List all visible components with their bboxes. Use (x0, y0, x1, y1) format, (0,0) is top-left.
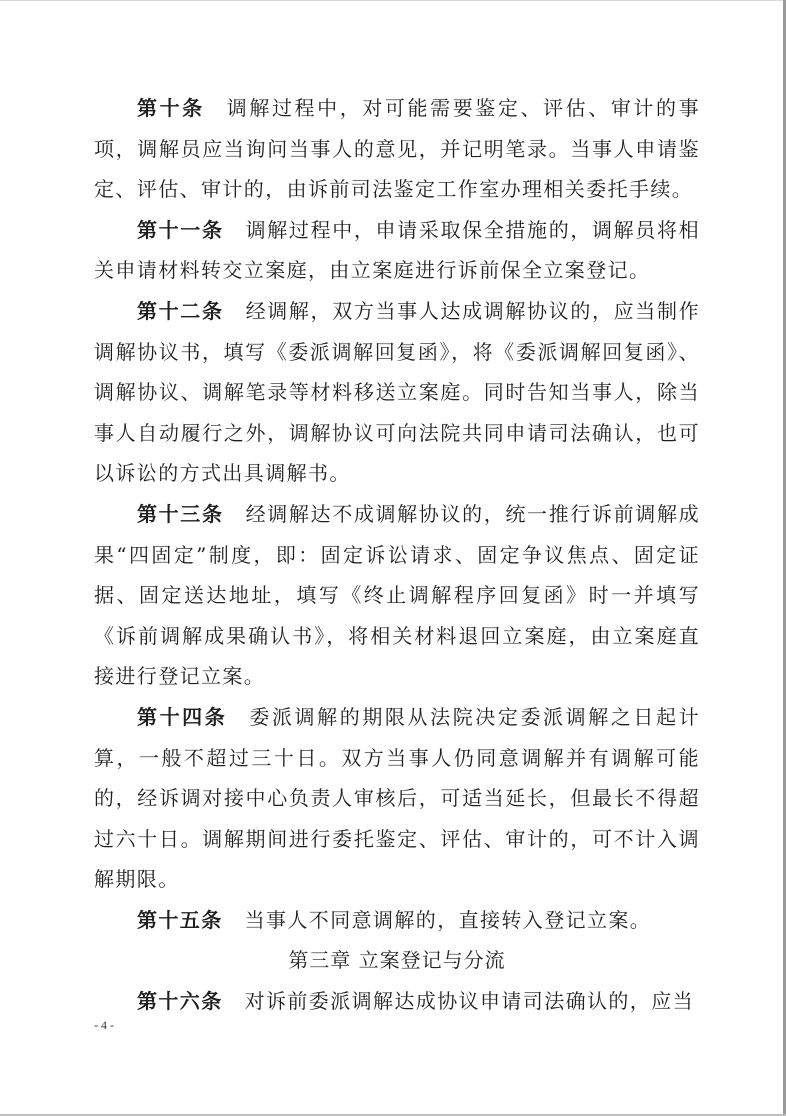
article-text: 对诉前委派调解达成协议申请司法确认的，应当 (244, 989, 695, 1014)
article-text: 当事人不同意调解的，直接转入登记立案。 (244, 907, 652, 932)
article-number: 第十条 (137, 96, 205, 120)
chapter-heading: 第三章 立案登记与分流 (288, 948, 506, 973)
page-top-edge (0, 0, 786, 1)
article-text: 经调解达不成调解协议的，统一推行诉前调解成果“四固定”制度，即：固定诉讼请求、固定争议焦点、固定证据、固定送达地址，填写《终止调解程序回复函》时一并填写《诉前调解成果确认书》，将相关材料退回立案庭，由立案庭直接进行登记立案。 (94, 501, 700, 689)
article-13 (94, 494, 700, 697)
article-number: 第十四条 (137, 704, 228, 729)
article-number: 第十六条 (137, 989, 223, 1014)
article-number: 第十三条 (137, 501, 224, 526)
article-16 (94, 981, 700, 1022)
document-body (94, 88, 700, 1022)
article-number: 第十五条 (137, 907, 223, 932)
article-text: 调解过程中，申请采取保全措施的，调解员将相关申请材料转交立案庭，由立案庭进行诉前保全立案登记。 (94, 217, 700, 283)
article-text: 经调解，双方当事人达成调解协议的，应当制作调解协议书，填写《委派调解回复函》，将《委派调解回复函》、调解协议、调解笔录等材料移送立案庭。同时告知当事人，除当事人自动履行之外，调解协议可向法院共同申请司法确认，也可以诉讼的方式出具调解书。 (94, 298, 700, 486)
article-number: 第十二条 (137, 298, 224, 323)
article-text: 调解过程中，对可能需要鉴定、评估、审计的事项，调解员应当询问当事人的意见，并记明笔录。当事人申请鉴定、评估、审计的，由诉前司法鉴定工作室办理相关委托手续。 (94, 96, 700, 202)
article-12 (94, 291, 700, 494)
article-11 (94, 210, 700, 291)
article-text: 委派调解的期限从法院决定委派调解之日起计算，一般不超过三十日。双方当事人仍同意调解并有调解可能的，经诉调对接中心负责人审核后，可适当延长，但最长不得超过六十日。调解期间进行委托鉴定、评估、审计的，可不计入调解期限。 (94, 704, 701, 892)
article-15 (94, 900, 700, 941)
article-10 (94, 88, 700, 210)
article-number: 第十一条 (137, 217, 224, 242)
page-number: - 4 - (94, 1018, 114, 1032)
article-14 (94, 697, 700, 900)
